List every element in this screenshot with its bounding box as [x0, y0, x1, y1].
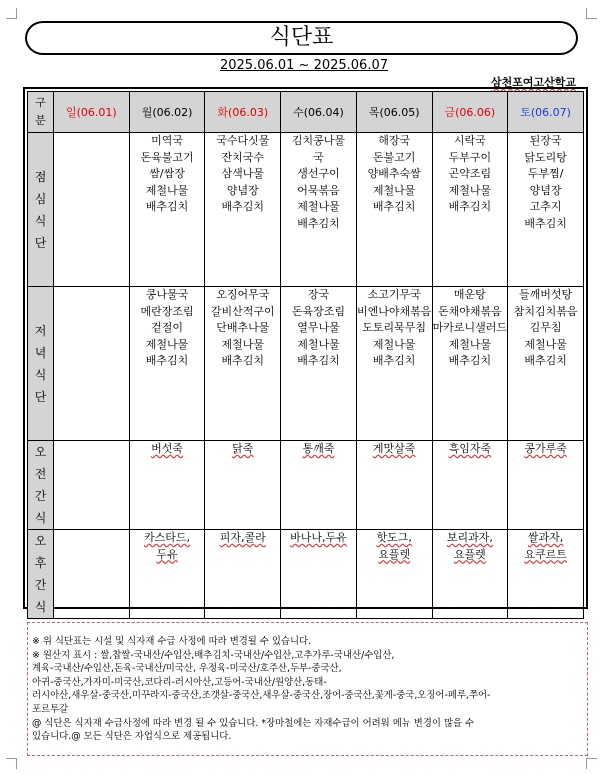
menu-cell — [129, 530, 205, 619]
menu-item: 제철나물 — [372, 337, 416, 351]
menu-item: 제철나물 — [524, 337, 567, 351]
menu-item: 카스타드, — [144, 531, 191, 544]
menu-header-row — [28, 92, 584, 133]
menu-item: 게맛살죽 — [372, 442, 416, 455]
menu-item: 요플렛 — [378, 547, 411, 561]
menu-item: 쌈/쌈장 — [149, 167, 185, 180]
menu-row-afternoon-snack — [28, 530, 584, 619]
menu-cell — [356, 441, 432, 530]
menu-cell — [129, 441, 205, 530]
header-corner — [28, 92, 54, 133]
menu-cell — [281, 530, 357, 619]
meal-label — [28, 441, 54, 530]
menu-row-lunch — [28, 133, 584, 287]
menu-item: 제철나물 — [145, 337, 189, 351]
meal-label — [28, 530, 54, 619]
menu-item: 양념장 — [529, 183, 562, 197]
menu-table-frame — [23, 87, 588, 614]
menu-cell — [508, 530, 584, 619]
menu-item: 양배추숙쌈 — [367, 167, 421, 180]
menu-item: 제철나물 — [297, 200, 340, 213]
menu-cell — [356, 133, 432, 287]
menu-cell — [356, 287, 432, 441]
menu-item: 핫도그, — [376, 531, 412, 544]
day-header: 수(06.04) — [281, 92, 357, 133]
menu-cell — [54, 441, 130, 530]
menu-item: 콩가루죽 — [524, 442, 567, 455]
menu-item: 보리과자, — [446, 531, 493, 544]
note-line: 있습니다.@ 모든 식단은 자업식으로 제공됩니다. — [32, 731, 232, 743]
menu-item: 제철나물 — [448, 183, 492, 197]
menu-item: 배추김치 — [524, 354, 567, 367]
menu-row-morning-snack — [28, 441, 584, 530]
menu-period-text: 2025.06.01 ~ 2025.06.07 — [219, 58, 389, 73]
menu-cell — [281, 441, 357, 530]
menu-item: 된장국 — [529, 134, 562, 147]
menu-item: 두유 — [156, 547, 178, 561]
menu-item: 삼색나물 — [221, 167, 265, 180]
menu-item: 도토리묵무침 — [362, 321, 427, 334]
menu-item: 생선구이 — [297, 167, 340, 180]
menu-item: 배추김치 — [221, 354, 265, 367]
menu-item: 겉절이 — [151, 321, 183, 334]
menu-cell — [129, 133, 205, 287]
menu-item: 곤약조림 — [448, 167, 492, 180]
menu-cell — [129, 287, 205, 441]
menu-item: 돈불고기 — [372, 150, 416, 164]
menu-cell — [508, 133, 584, 287]
menu-item: 갈비산적구이 — [210, 304, 275, 318]
meal-label-text: 점 심 식 단 — [34, 169, 47, 250]
menu-cell — [432, 441, 508, 530]
menu-item: 배추김치 — [145, 354, 189, 367]
menu-item: 들깨버섯탕 — [519, 288, 573, 301]
day-header: 화(06.03) — [205, 92, 281, 133]
menu-cell — [432, 287, 508, 441]
menu-item: 요쿠르트 — [524, 547, 567, 561]
page-title: 식단표 — [25, 21, 578, 55]
menu-item: 흑임자죽 — [448, 442, 492, 455]
page-corner-mark — [6, 8, 17, 19]
menu-item: 배추김치 — [221, 200, 265, 213]
day-header: 일(06.01) — [54, 92, 130, 133]
menu-item: 해장국 — [378, 134, 411, 147]
menu-item: 양념장 — [226, 183, 259, 197]
meal-label — [28, 133, 54, 287]
day-header: 금(06.06) — [432, 92, 508, 133]
menu-item: 매운탕 — [453, 288, 486, 301]
menu-item: 미역국 — [151, 134, 183, 147]
menu-item: 요플렛 — [453, 547, 486, 561]
menu-item: 비엔나야채볶음 — [356, 304, 432, 318]
menu-item: 단배추나물 — [216, 321, 270, 334]
menu-item: 장국 — [307, 288, 330, 301]
menu-item: 배추김치 — [145, 200, 189, 213]
day-header: 월(06.02) — [129, 92, 205, 133]
menu-cell — [205, 441, 281, 530]
menu-cell — [432, 133, 508, 287]
menu-item: 제철나물 — [372, 183, 416, 197]
menu-item: 배추김치 — [448, 354, 492, 367]
menu-item: 배추김치 — [524, 216, 567, 230]
menu-item: 돈육불고기 — [140, 150, 194, 164]
menu-item: 국 — [313, 150, 324, 164]
menu-item: 제철나물 — [221, 337, 265, 351]
menu-item: 버섯죽 — [151, 442, 183, 455]
note-line: ※ 원산지 표시 : 쌀,찹쌀-국내산/수입산,배추김치-국내산/수입산,고추가루-국내산/수입산, — [32, 649, 395, 661]
menu-table — [27, 91, 584, 619]
menu-cell — [54, 287, 130, 441]
menu-item: 제철나물 — [145, 183, 189, 197]
menu-item: 배추김치 — [372, 354, 416, 367]
menu-item: 배추김치 — [297, 354, 340, 367]
menu-cell — [281, 133, 357, 287]
menu-item: 돈육장조림 — [291, 304, 346, 318]
meal-label-text: 오 전 간 식 — [34, 445, 47, 525]
menu-item: 닭죽 — [232, 442, 254, 455]
meal-label-text: 오 후 간 식 — [34, 534, 47, 614]
page-corner-mark — [586, 8, 597, 19]
menu-item: 어묵볶음 — [297, 183, 340, 197]
menu-item: 제철나물 — [297, 337, 340, 351]
note-line: 포르투갈 — [32, 703, 69, 715]
menu-cell — [205, 133, 281, 287]
menu-item: 피자,콜라 — [219, 531, 266, 544]
menu-item: 배추김치 — [448, 200, 492, 213]
menu-item: 바나나,두유 — [290, 531, 347, 544]
menu-row-dinner — [28, 287, 584, 441]
day-header: 토(06.07) — [508, 92, 584, 133]
page-corner-mark — [586, 758, 597, 769]
menu-item: 잔치국수 — [221, 150, 265, 164]
menu-cell — [356, 530, 432, 619]
menu-item: 열무나물 — [297, 321, 340, 334]
note-line: 계육-국내산/수입산,돈육-국내산/미국산, 우정육-미국산/호주산,두부-중국산, — [32, 663, 342, 675]
menu-item: 국수다싯물 — [216, 134, 270, 147]
menu-item: 김무침 — [529, 321, 562, 334]
menu-item: 오징어무국 — [216, 288, 270, 301]
menu-item: 두부구이 — [448, 150, 492, 164]
menu-period — [0, 57, 608, 75]
menu-cell — [508, 287, 584, 441]
menu-item: 김치콩나물 — [291, 134, 346, 147]
menu-cell — [205, 287, 281, 441]
day-header: 목(06.05) — [356, 92, 432, 133]
menu-item: 메란장조림 — [140, 304, 194, 318]
menu-cell — [54, 530, 130, 619]
note-line: @ 식단은 식자재 수급사정에 따라 변경 될 수 있습니다. *장마철에는 자재수급이 어려워 메뉴 변경이 많을 수 — [32, 717, 475, 729]
menu-item: 배추김치 — [297, 216, 340, 230]
menu-item: 시락국 — [453, 134, 486, 147]
note-line: 러시아산,새우살-중국산,미꾸라지-중국산,조갯살-중국산,새우살-중국산,장어-중국산,꽃게-중국,오징어-페루,쭈어- — [32, 690, 491, 702]
menu-item: 통깨죽 — [302, 442, 335, 455]
notes-box — [27, 622, 588, 756]
menu-item: 배추김치 — [372, 200, 416, 213]
menu-item: 두부찜/ — [527, 167, 564, 180]
menu-item: 마카로니샐러드 — [432, 321, 508, 334]
school-name-text: 삼천포여고산학교 — [490, 76, 576, 89]
note-line: ※ 위 식단표는 시설 및 식자재 수급 사정에 따라 변경될 수 있습니다. — [32, 636, 312, 647]
page-corner-mark — [6, 758, 17, 769]
menu-item: 고추지 — [529, 200, 562, 213]
menu-cell — [205, 530, 281, 619]
menu-cell — [508, 441, 584, 530]
note-line: 아귀-중국산,가자미-미국산,코다리-러시아산,고등어-국내산/원양산,동태- — [32, 676, 327, 688]
menu-item: 소고기무국 — [367, 288, 421, 301]
menu-cell — [281, 287, 357, 441]
header-corner-label: 구 분 — [35, 96, 46, 127]
menu-item: 돈채야채볶음 — [437, 304, 502, 318]
menu-item: 참치김치볶음 — [513, 304, 578, 318]
menu-item: 쌀과자, — [527, 531, 564, 544]
menu-item: 제철나물 — [448, 337, 492, 351]
menu-item: 콩나물국 — [145, 288, 189, 301]
meal-label-text: 저 녁 식 단 — [34, 323, 47, 404]
menu-cell — [432, 530, 508, 619]
meal-label — [28, 287, 54, 441]
menu-item: 닭도리탕 — [524, 150, 567, 164]
menu-cell — [54, 133, 130, 287]
